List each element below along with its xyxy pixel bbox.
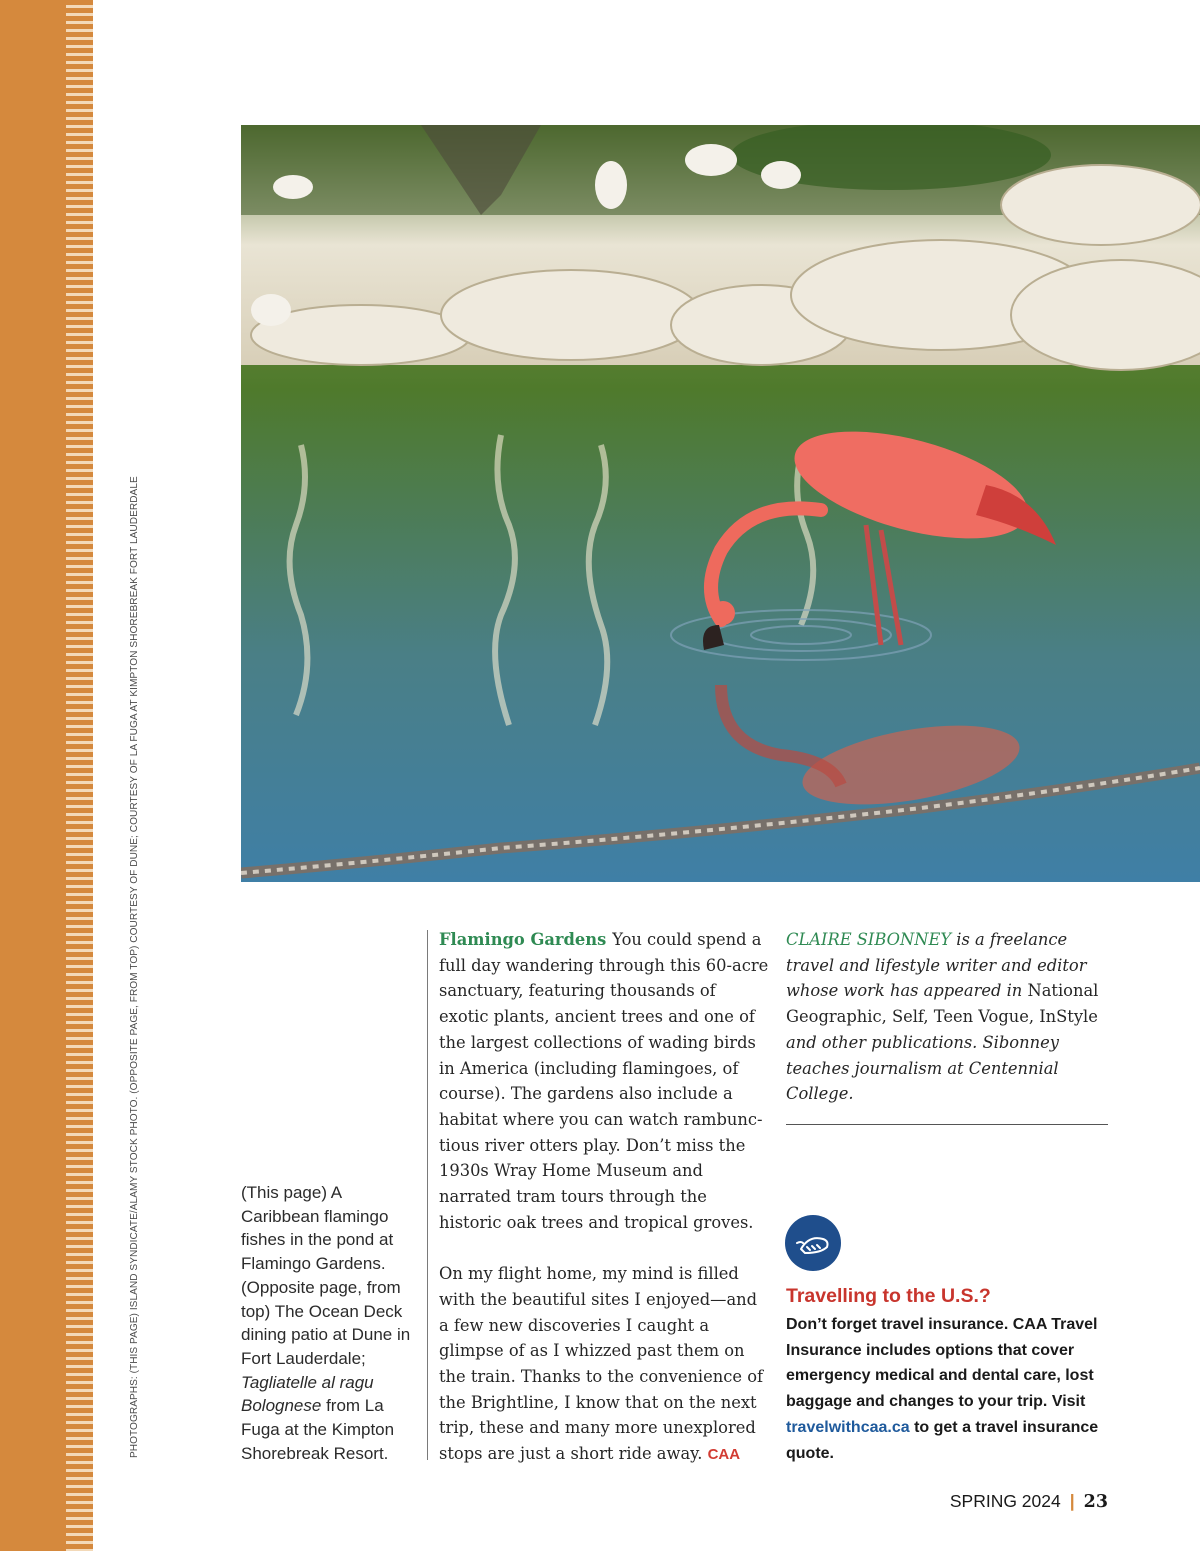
end-signoff: CAA <box>707 1446 741 1464</box>
page-number: 23 <box>1083 1492 1108 1512</box>
bio-divider <box>786 1124 1108 1125</box>
folio-separator: | <box>1069 1491 1075 1511</box>
bio-text-2: and other publications. Sibonney teaches journalism at Centennial College. <box>786 1032 1059 1104</box>
article-paragraph-1 <box>439 927 769 1235</box>
article-body <box>439 927 769 1468</box>
ad-text-2: to get a travel insurance quote. <box>786 1418 1099 1462</box>
travelwithcaa-link[interactable]: travelwithcaa.ca <box>786 1418 910 1436</box>
caption-text-2: from La Fuga at the Kimpton Shorebreak Resort. <box>241 1396 395 1463</box>
section-lead-flamingo-gardens: Flamingo Gardens <box>439 930 607 949</box>
author-bio <box>786 927 1116 1107</box>
travel-insurance-title: Travelling to the U.S.? <box>786 1285 991 1307</box>
bio-publications: National Geographic, Self, Teen Vogue, InStyle <box>786 981 1099 1027</box>
issue-label: SPRING 2024 <box>949 1491 1061 1511</box>
author-name: CLAIRE SIBONNEY <box>786 930 952 949</box>
caa-travel-icon <box>785 1215 841 1271</box>
photo-caption <box>241 1181 411 1465</box>
ad-text-1: Don’t forget travel insurance. CAA Travel Insurance includes options that cover emergency medical and dental care, lost baggage and changes to your trip. Visit <box>786 1316 1098 1411</box>
paragraph-1-text: You could spend a full day wandering through this 60-acre sanctuary, featuring thousands of exotic plants, ancient trees and one of the largest collections of wading birds in America (including flamingoes, of course). The gardens also include a habitat where you can watch rambunc-tious river otters play. Don’t miss the 1930s Wray Home Museum and narrated tram tours through the historic oak trees and tropical groves. <box>439 930 769 1232</box>
article-paragraph-2 <box>439 1261 769 1468</box>
bio-text-1: is a freelance travel and lifestyle writer and editor whose work has appeared in <box>786 930 1087 1001</box>
caption-text-1: (This page) A Caribbean flamingo fishes in the pond at Flamingo Gardens. (Opposite page, from top) The Ocean Deck dining patio at Dune in Fort Lauderdale; <box>241 1183 411 1368</box>
flamingo-photo <box>241 125 1200 882</box>
paragraph-2-text: On my flight home, my mind is filled with the beautiful sites I enjoyed—and a few new discoveries I caught a glimpse of as I whizzed past them on the train. Thanks to the convenience of the Brightline, I know that on the next trip, these and many more unexplored stops are just a short ride away. <box>439 1264 764 1464</box>
column-divider <box>427 930 428 1460</box>
photo-credit: PHOTOGRAPHS: (THIS PAGE) ISLAND SYNDICATE/ALAMY STOCK PHOTO. (OPPOSITE PAGE, FROM TOP) COURTESY OF DUNE; COURTESY OF LA FUGA AT KIMPTON SHOREBREAK FORT LAUDERDALE <box>129 476 140 1458</box>
page-folio <box>950 1491 1108 1512</box>
decorative-side-stripe <box>0 0 93 1551</box>
travel-insurance-body <box>786 1312 1116 1466</box>
caption-dish-name: Tagliatelle al ragu Bolognese <box>241 1372 374 1416</box>
